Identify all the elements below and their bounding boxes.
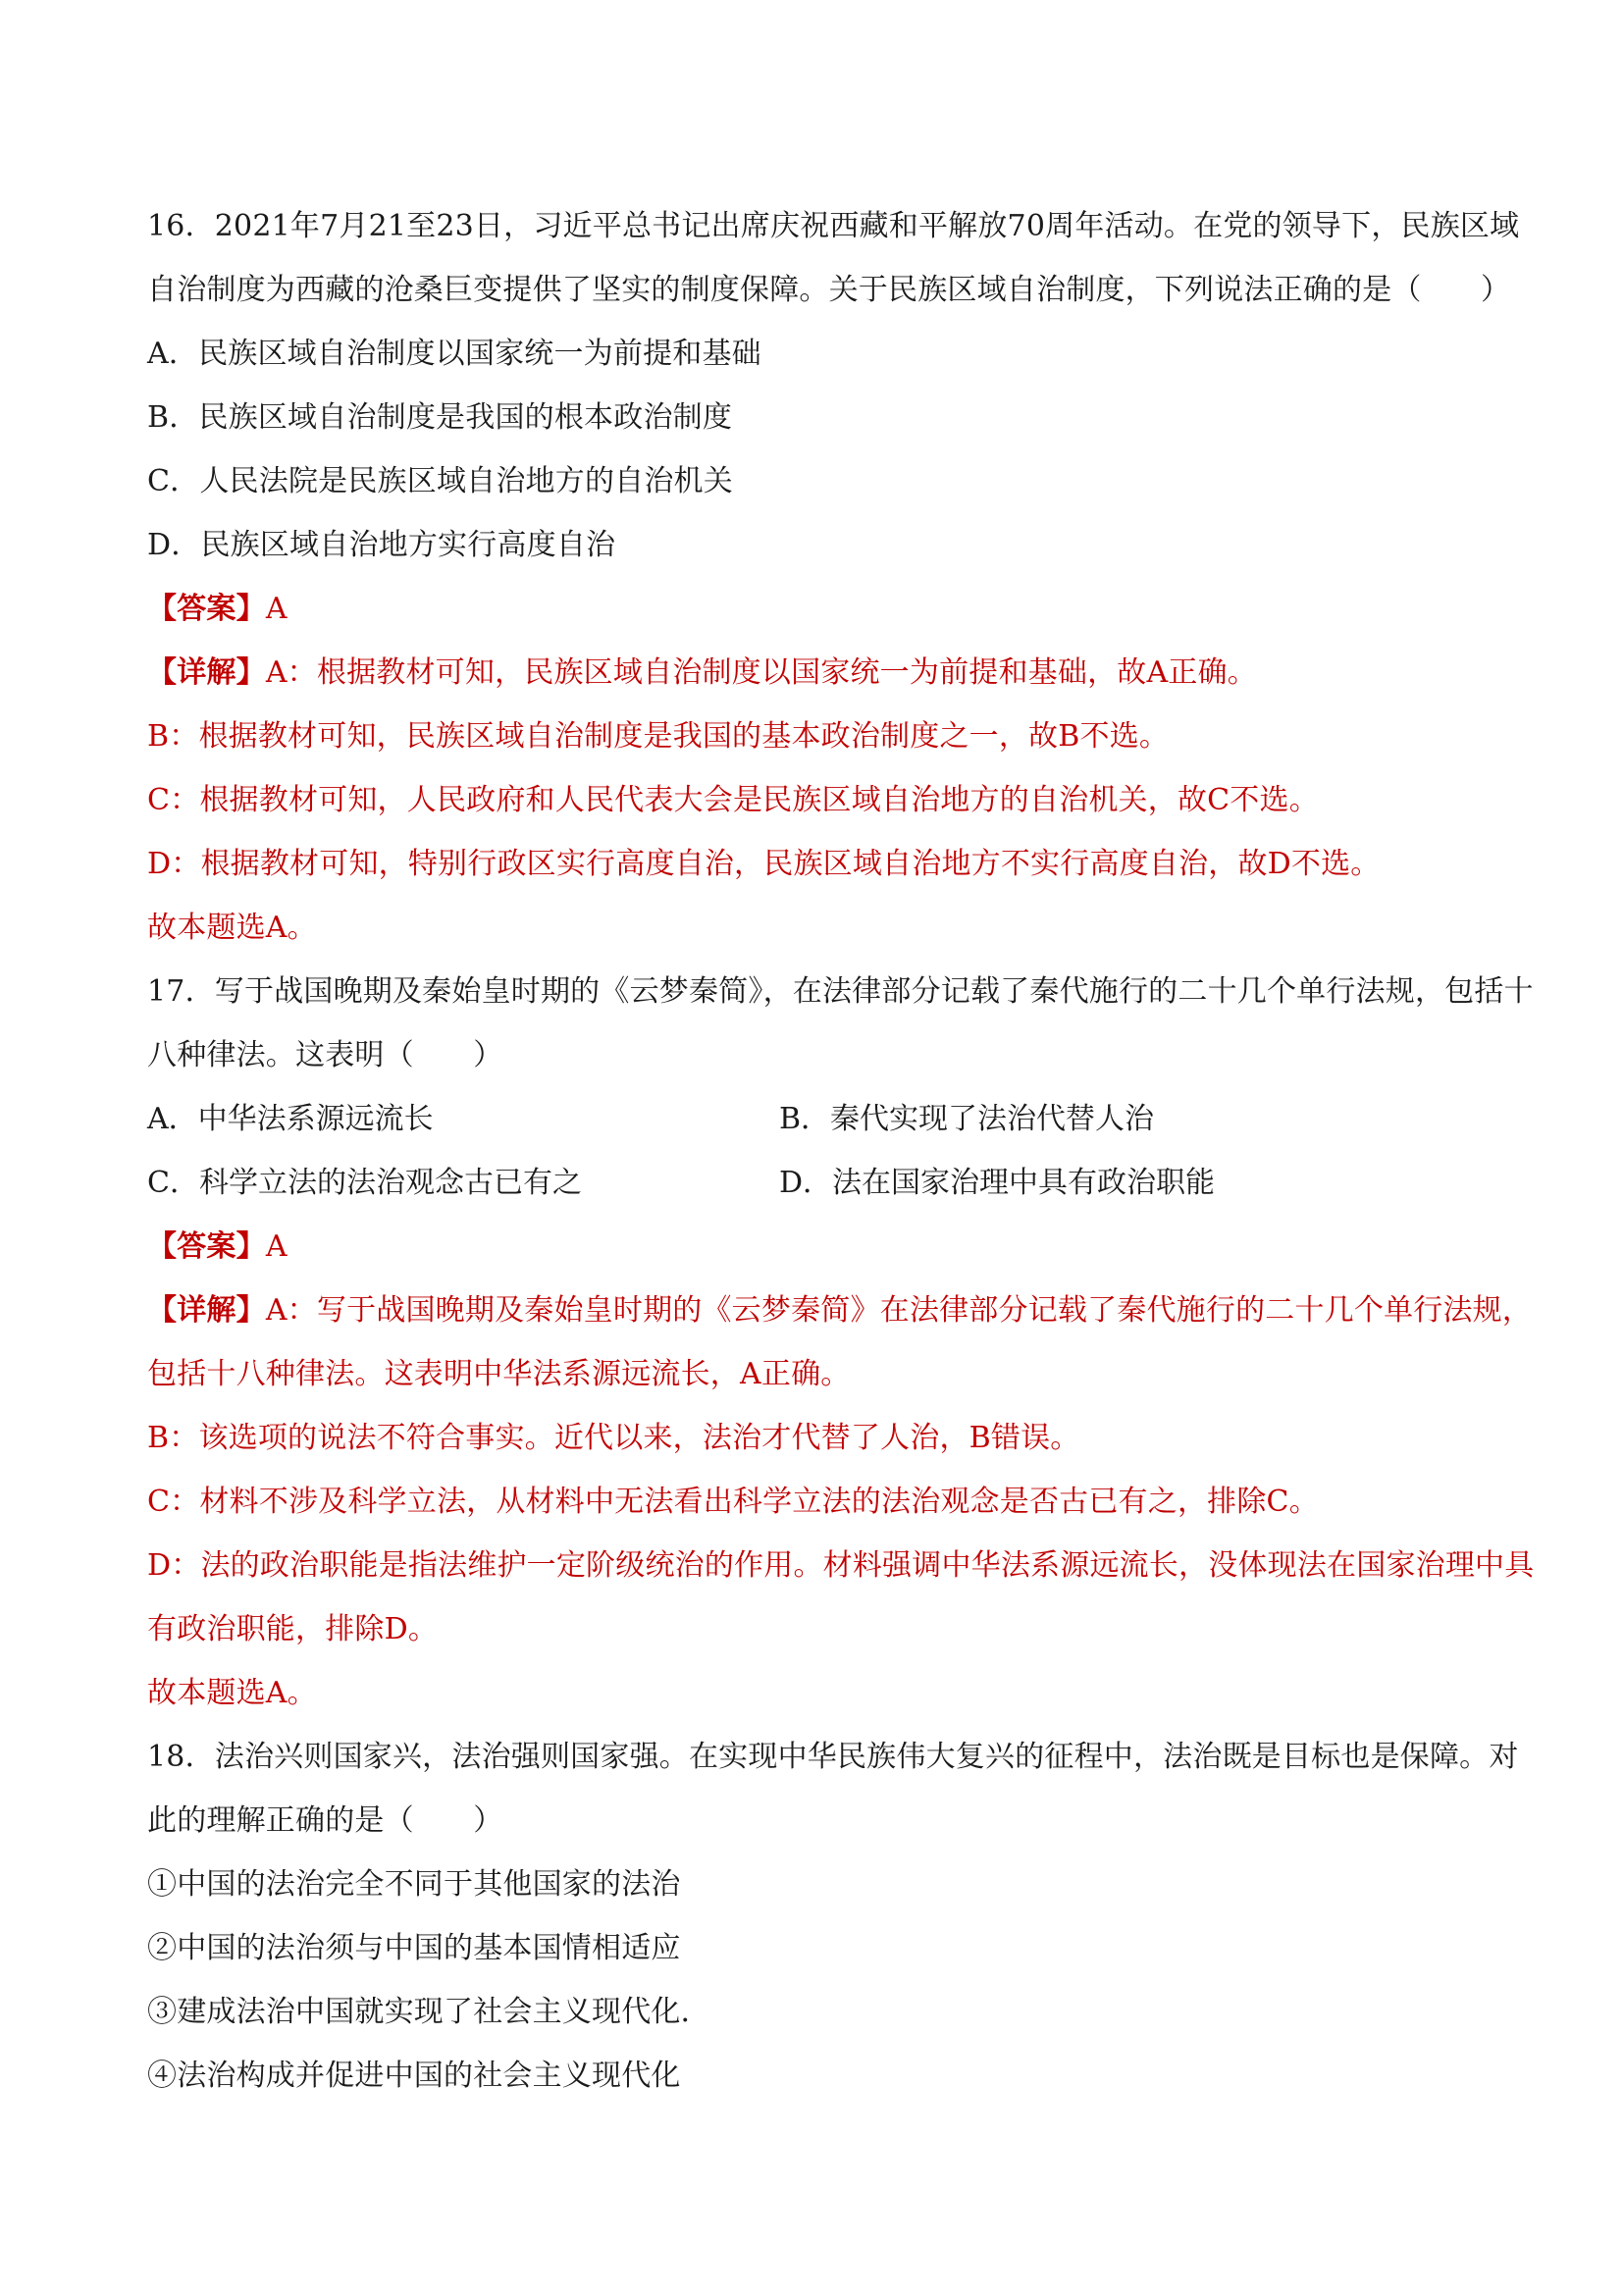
q17-detail-line6: 有政治职能，排除D。 [147, 1612, 439, 1646]
q18-stem-line1: 18．法治兴则国家兴，法治强则国家强。在实现中华民族伟大复兴的征程中，法治既是目标也是保障。对 [147, 1740, 1519, 1774]
q18-item-1: ①中国的法治完全不同于其他国家的法治 [147, 1867, 681, 1902]
q17-answer-tag: 【答案】 [147, 1229, 266, 1264]
q17-option-b: B．秦代实现了法治代替人治 [779, 1102, 1155, 1136]
q17-stem-line2: 八种律法。这表明（ ） [147, 1038, 503, 1072]
q18-item-2: ②中国的法治须与中国的基本国情相适应 [147, 1931, 681, 1965]
q17-option-d: D．法在国家治理中具有政治职能 [779, 1166, 1216, 1200]
q16-stem-line2: 自治制度为西藏的沧桑巨变提供了坚实的制度保障。关于民族区域自治制度，下列说法正确的是（ ） [147, 273, 1511, 307]
q17-answer-value: A [265, 1229, 288, 1264]
q17-conclusion: 故本题选A。 [147, 1676, 317, 1710]
document-page [147, 194, 1535, 2108]
q17-detail-line3: B：该选项的说法不符合事实。近代以来，法治才代替了人治，B错误。 [147, 1421, 1080, 1455]
q16-conclusion: 故本题选A。 [147, 911, 317, 945]
q16-detail-tag: 【详解】 [147, 655, 266, 690]
q16-detail-line3: C：根据教材可知，人民政府和人民代表大会是民族区域自治地方的自治机关，故C不选。 [147, 783, 1319, 817]
q18-stem-line2: 此的理解正确的是（ ） [147, 1803, 503, 1838]
q16-option-a: A．民族区域自治制度以国家统一为前提和基础 [147, 337, 761, 371]
q16-answer [147, 577, 1482, 641]
q17-options-row2 [147, 1151, 1482, 1215]
q17-option-c: C．科学立法的法治观念古已有之 [147, 1166, 582, 1200]
q16-option-b: B．民族区域自治制度是我国的根本政治制度 [147, 400, 733, 435]
q16-detail-text1: A：根据教材可知，民族区域自治制度以国家统一为前提和基础，故A正确。 [265, 655, 1257, 690]
q18-item-4: ④法治构成并促进中国的社会主义现代化 [147, 2059, 681, 2093]
q16-stem-line1: 16．2021年7月21至23日，习近平总书记出席庆祝西藏和平解放70周年活动。在党的领导下，民族区域 [147, 209, 1520, 243]
q17-detail-line5: D：法的政治职能是指法维护一定阶级统治的作用。材料强调中华法系源远流长，没体现法在国家治理中具 [147, 1548, 1535, 1583]
q16-option-d: D．民族区域自治地方实行高度自治 [147, 528, 616, 562]
q17-answer [147, 1215, 1482, 1278]
q17-stem-line1: 17．写于战国晚期及秦始皇时期的《云梦秦简》，在法律部分记载了秦代施行的二十几个单行法规，包括十 [147, 974, 1534, 1009]
q16-option-c: C．人民法院是民族区域自治地方的自治机关 [147, 464, 733, 498]
q17-detail-text1: A：写于战国晚期及秦始皇时期的《云梦秦简》在法律部分记载了秦代施行的二十几个单行法规， [265, 1293, 1533, 1328]
q17-detail-line4: C：材料不涉及科学立法，从材料中无法看出科学立法的法治观念是否古已有之，排除C。 [147, 1485, 1319, 1519]
q16-detail-line4: D：根据教材可知，特别行政区实行高度自治，民族区域自治地方不实行高度自治，故D不选。 [147, 847, 1381, 881]
q18-item-3: ③建成法治中国就实现了社会主义现代化． [147, 1995, 710, 2029]
q16-detail-line2: B：根据教材可知，民族区域自治制度是我国的基本政治制度之一，故B不选。 [147, 719, 1170, 754]
q16-answer-tag: 【答案】 [147, 592, 266, 626]
q17-detail-line1 [147, 1278, 1533, 1342]
q16-answer-value: A [265, 592, 288, 626]
q17-detail-line2: 包括十八种律法。这表明中华法系源远流长，A正确。 [147, 1357, 851, 1391]
q16-detail-line1 [147, 641, 1482, 704]
q17-detail-tag: 【详解】 [147, 1293, 266, 1328]
q17-options-row1 [147, 1087, 1482, 1151]
q17-option-a: A．中华法系源远流长 [147, 1102, 434, 1136]
